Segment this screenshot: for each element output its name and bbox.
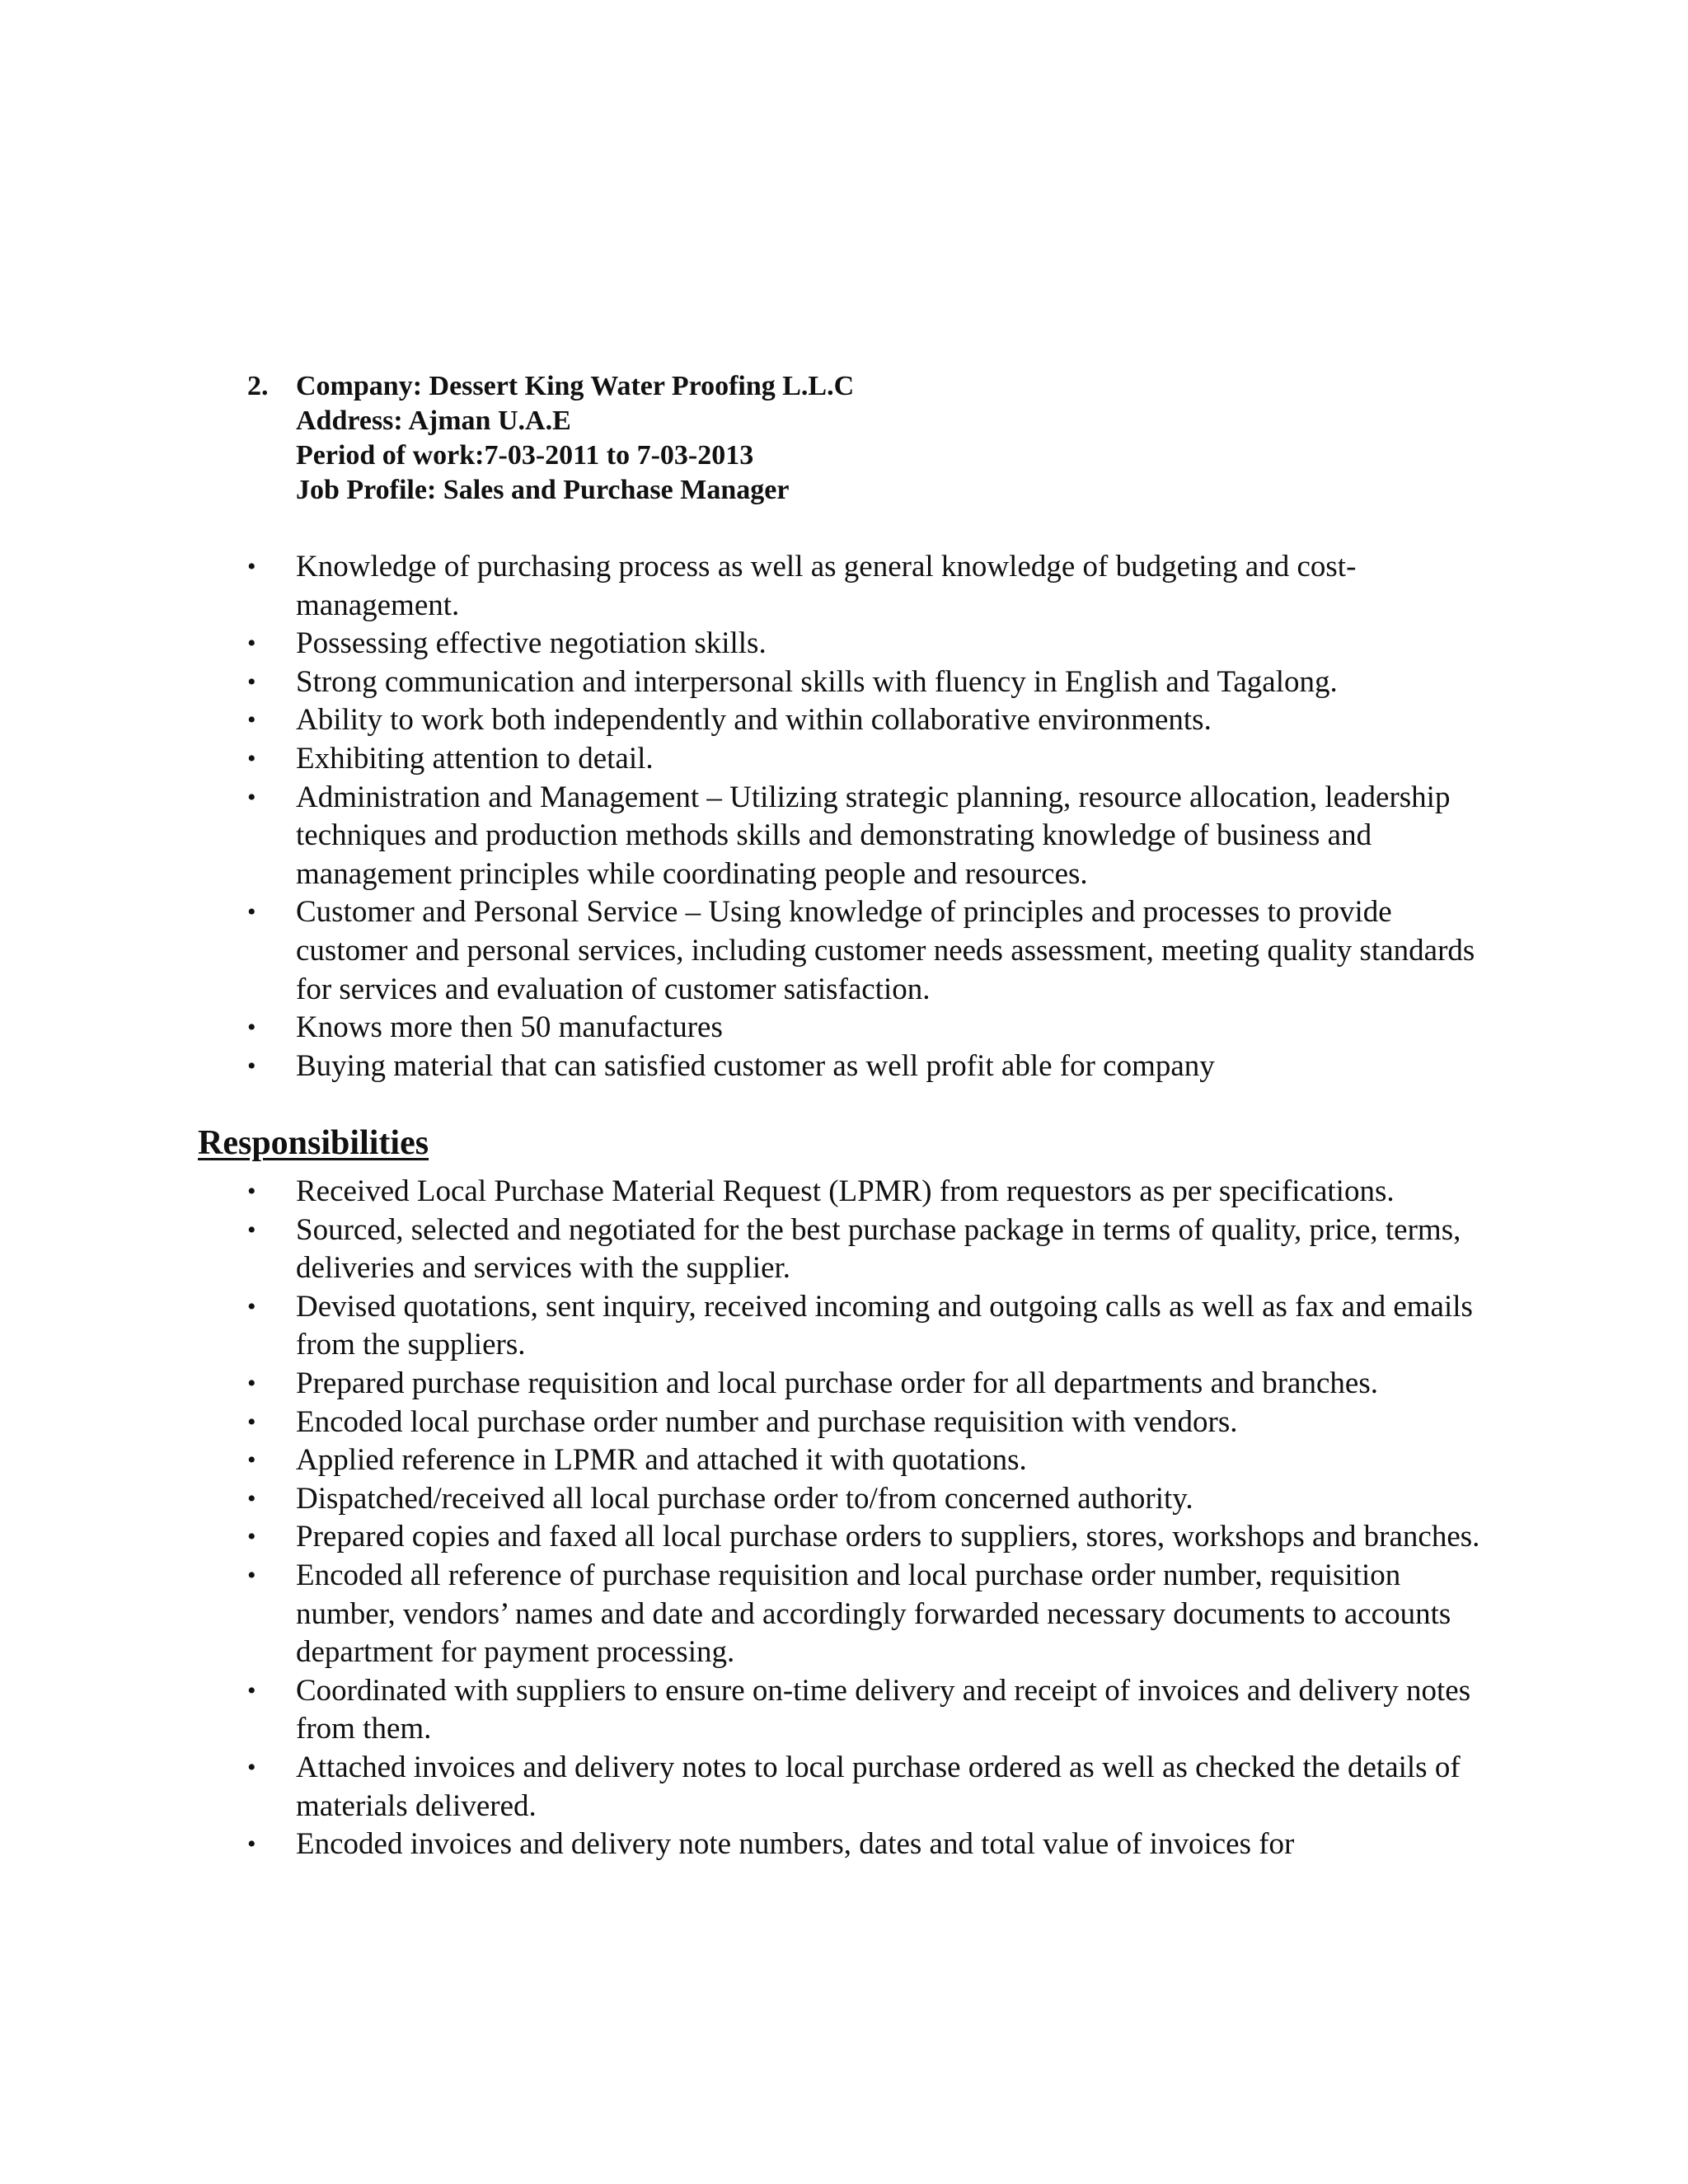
list-item [247,1825,1484,1864]
list-item [247,779,1484,894]
list-item-text: Dispatched/received all local purchase order to/from concerned authority. [296,1481,1193,1516]
bullet-icon: • [247,1292,256,1320]
list-item [247,893,1484,1009]
bullet-icon: • [247,668,256,696]
bullet-icon: • [247,1753,256,1781]
list-item-text: Ability to work both independently and within collaborative environments. [296,703,1212,738]
list-item-text: Sourced, selected and negotiated for the best purchase package in terms of quality, price, terms, deliveries and services with the supplier. [296,1212,1461,1286]
list-item-text: Possessing effective negotiation skills. [296,626,767,661]
bullet-icon: • [247,553,256,580]
responsibilities-list [247,1173,1484,1864]
list-item [247,1749,1484,1825]
bullet-icon: • [247,1408,256,1436]
list-item [247,1480,1484,1519]
list-item [247,548,1484,625]
bullet-icon: • [247,1446,256,1474]
list-item-text: Devised quotations, sent inquiry, received incoming and outgoing calls as well as fax and emails from the suppliers. [296,1289,1473,1362]
list-item-text: Knowledge of purchasing process as well as general knowledge of budgeting and cost-management. [296,550,1357,622]
list-item-text: Encoded invoices and delivery note numbers, dates and total value of invoices for [296,1827,1295,1862]
list-item [247,740,1484,779]
company-address: Address: Ajman U.A.E [296,405,571,436]
bullet-icon: • [247,1830,256,1858]
list-item [247,701,1484,740]
list-item [247,1009,1484,1047]
bullet-icon: • [247,1216,256,1244]
list-item [247,1173,1484,1212]
list-item-text: Encoded all reference of purchase requisition and local purchase order number, requisition number, vendors’ names and date and accordingly forwarded necessary documents to accounts department for payment processing. [296,1558,1451,1670]
list-item-text: Strong communication and interpersonal skills with fluency in English and Tagalong. [296,664,1338,699]
list-item [247,1672,1484,1749]
bullet-icon: • [247,1523,256,1551]
list-item-text: Encoded local purchase order number and purchase requisition with vendors. [296,1404,1238,1439]
company-number: 2. [247,371,269,401]
bullet-icon: • [247,1484,256,1512]
company-details [296,369,854,508]
work-period: Period of work:7-03-2011 to 7-03-2013 [296,440,754,471]
bullet-icon: • [247,1052,256,1080]
list-item-text: Exhibiting attention to detail. [296,741,654,776]
list-item [247,1441,1484,1480]
list-item [247,1365,1484,1404]
list-item-text: Customer and Personal Service – Using knowledge of principles and processes to provide customer and personal services, including customer needs assessment, meeting quality standards for services and evaluation of customer satisfaction. [296,895,1475,1006]
bullet-icon: • [247,1369,256,1397]
skills-list [247,548,1484,1085]
list-item-text: Prepared copies and faxed all local purchase orders to suppliers, stores, workshops and branches. [296,1520,1480,1554]
list-item-text: Prepared purchase requisition and local purchase order for all departments and branches. [296,1366,1378,1400]
list-item-text: Applied reference in LPMR and attached it with quotations. [296,1443,1027,1478]
bullet-icon: • [247,744,256,772]
list-item-text: Knows more then 50 manufactures [296,1010,723,1045]
list-item [247,1557,1484,1672]
bullet-icon: • [247,1561,256,1589]
bullet-icon: • [247,1014,256,1042]
list-item [247,1047,1484,1086]
job-profile: Job Profile: Sales and Purchase Manager [296,475,790,505]
list-item [247,625,1484,663]
list-item [247,1212,1484,1288]
list-item [247,663,1484,702]
bullet-icon: • [247,783,256,811]
bullet-icon: • [247,1676,256,1704]
list-item-text: Received Local Purchase Material Request (LPMR) from requestors as per specifications. [296,1174,1395,1208]
company-name: Company: Dessert King Water Proofing L.L.C [296,371,855,401]
list-item-text: Administration and Management – Utilizing strategic planning, resource allocation, leadership techniques and production methods skills and demonstrating knowledge of business and management principles while coordinating people and resources. [296,780,1451,891]
responsibilities-heading: Responsibilities [198,1124,429,1162]
list-item [247,1404,1484,1442]
list-item-text: Coordinated with suppliers to ensure on-time delivery and receipt of invoices and delivery notes from them. [296,1673,1471,1746]
bullet-icon: • [247,1178,256,1205]
list-item [247,1288,1484,1365]
bullet-icon: • [247,630,256,658]
bullet-icon: • [247,706,256,734]
list-item-text: Attached invoices and delivery notes to local purchase ordered as well as checked the details of materials delivered. [296,1750,1461,1823]
bullet-icon: • [247,898,256,926]
list-item-text: Buying material that can satisfied customer as well profit able for company [296,1048,1215,1083]
list-item [247,1518,1484,1557]
